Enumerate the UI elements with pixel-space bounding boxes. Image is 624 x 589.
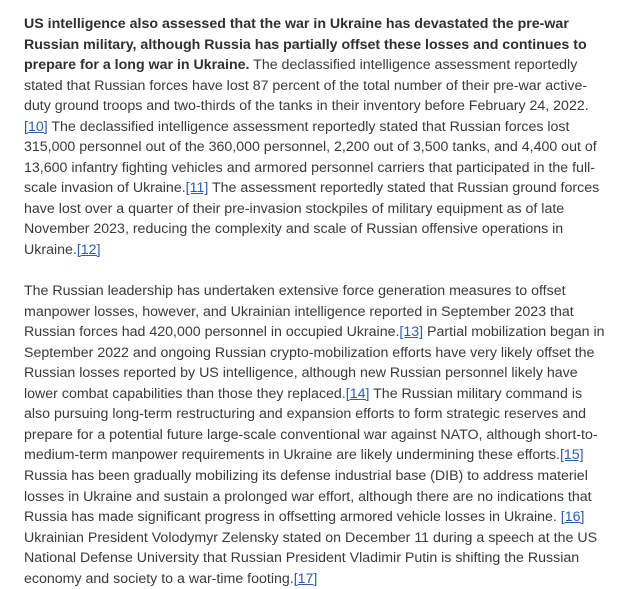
footnote-link-16[interactable]: [16] <box>560 509 585 526</box>
footnote-link-14[interactable]: [14] <box>345 385 370 402</box>
footnote-link-13[interactable]: [13] <box>399 324 424 341</box>
article-body <box>24 14 610 589</box>
lead-sentence: US intelligence also assessed that the war in Ukraine has devastated the pre-war Russian military, although Russia has partially offset these losses and continues to prepare for a long war in Ukraine. <box>24 16 587 74</box>
footnote-link-11[interactable]: [11] <box>185 180 209 197</box>
footnote-link-12[interactable]: [12] <box>76 242 101 259</box>
body-text: Russia has been gradually mobilizing its defense industrial base (DIB) to address materiel losses in Ukraine and sustain a prolonged war effort, although there are no indications that Russia has made significant progress in offsetting armored vehicle losses in Ukraine. <box>24 467 592 526</box>
footnote-link-15[interactable]: [15] <box>559 447 584 464</box>
body-text: The Russian leadership has undertaken extensive force generation measures to offset manpower losses, however, and Ukrainian intelligence reported in September 2023 that Russian forces had 420,000 personnel in occupied Ukraine. <box>24 283 574 341</box>
body-text: The Russian military command is also pursuing long-term restructuring and expansion efforts to form strategic reserves and prepare for a potential future large-scale conventional war against NATO, although short-to-medium-term manpower requirements in Ukraine are likely undermining these efforts. <box>24 385 598 464</box>
body-text: The assessment reportedly stated that Russian ground forces have lost over a quarter of their pre-invasion stockpiles of military equipment as of late November 2023, reducing the complexity and scale of Russian offensive operations in Ukraine. <box>24 180 600 259</box>
footnote-link-17[interactable]: [17] <box>293 570 318 587</box>
footnote-link-10[interactable]: [10] <box>24 118 48 135</box>
body-text: Ukrainian President Volodymyr Zelensky stated on December 11 during a speech at the US National Defense University that Russian President Vladimir Putin is shifting the Russian economy and society to a war-time footing. <box>24 529 598 587</box>
body-text: Partial mobilization began in September 2022 and ongoing Russian crypto-mobilization efforts have very likely offset the Russian losses reported by US intelligence, although new Russian personnel likely have lower combat capabilities than those they replaced. <box>24 324 605 402</box>
body-text: The declassified intelligence assessment reportedly stated that Russian forces have lost 87 percent of the total number of their pre-war active-duty ground troops and two-thirds of the tanks in their inventory before February 24, 2022. <box>24 57 589 115</box>
paragraph-2 <box>24 281 610 589</box>
body-text: The declassified intelligence assessment reportedly stated that Russian forces lost 315,000 personnel out of the 360,000 personnel, 2,200 out of 3,500 tanks, and 4,400 out of 13,600 infantry fighting vehicles and armored personnel carriers that participated in the full-scale invasion of Ukraine. <box>24 118 597 197</box>
paragraph-1 <box>24 14 610 261</box>
